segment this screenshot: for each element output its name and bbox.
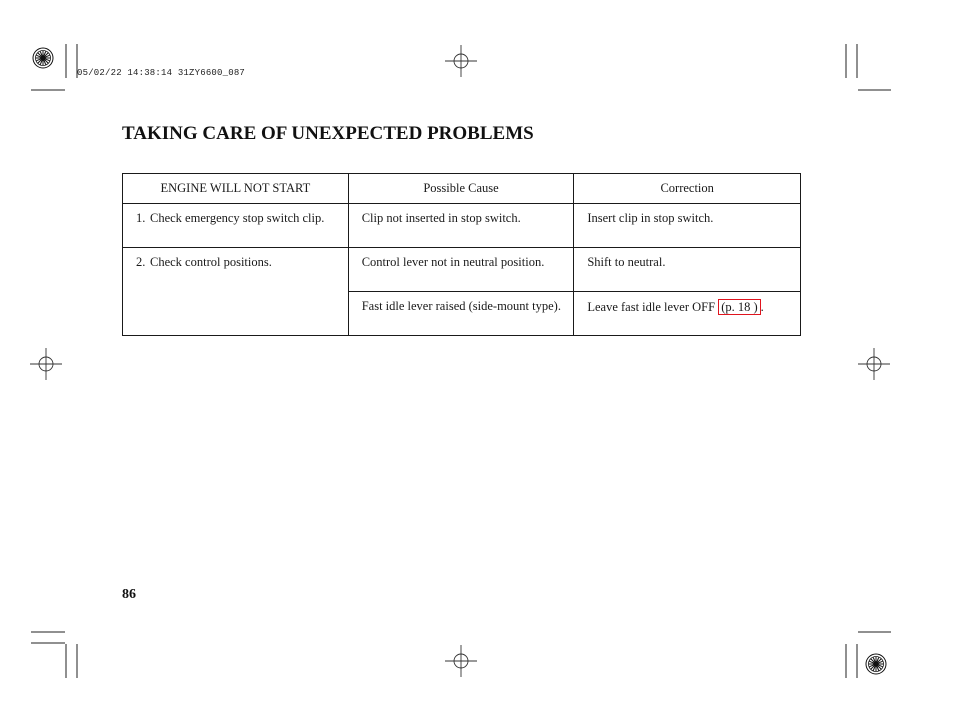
column-header-correction: Correction bbox=[574, 174, 801, 204]
page-title: TAKING CARE OF UNEXPECTED PROBLEMS bbox=[122, 123, 534, 144]
correction-cell: Insert clip in stop switch. bbox=[574, 204, 801, 248]
correction-text: Leave fast idle lever OFF bbox=[587, 300, 716, 314]
table-header-row bbox=[123, 174, 801, 204]
check-number: 2. bbox=[136, 255, 146, 269]
table-row bbox=[123, 204, 801, 248]
check-text: Check control positions. bbox=[150, 255, 272, 269]
correction-cell: Shift to neutral. bbox=[574, 248, 801, 292]
column-header-symptom: ENGINE WILL NOT START bbox=[123, 174, 349, 204]
cause-cell: Fast idle lever raised (side-mount type). bbox=[348, 292, 574, 336]
correction-period: . bbox=[760, 300, 764, 314]
cause-cell: Control lever not in neutral position. bbox=[348, 248, 574, 292]
crosshair-icon bbox=[858, 348, 890, 380]
page-number: 86 bbox=[122, 587, 136, 602]
correction-cell bbox=[574, 292, 801, 336]
troubleshooting-table bbox=[122, 173, 801, 336]
registration-target-icon bbox=[866, 654, 886, 674]
check-number: 1. bbox=[136, 211, 146, 225]
check-text: Check emergency stop switch clip. bbox=[150, 211, 325, 225]
registration-target-icon bbox=[33, 48, 53, 68]
crosshair-icon bbox=[445, 645, 477, 677]
check-cell bbox=[123, 248, 349, 336]
check-cell bbox=[123, 204, 349, 248]
print-timestamp: 05/02/22 14:38:14 31ZY6600_087 bbox=[77, 68, 246, 78]
page-reference-link[interactable]: (p. 18 ) bbox=[718, 299, 760, 315]
table-row bbox=[123, 248, 801, 292]
column-header-cause: Possible Cause bbox=[348, 174, 574, 204]
cause-cell: Clip not inserted in stop switch. bbox=[348, 204, 574, 248]
crosshair-icon bbox=[445, 45, 477, 77]
crosshair-icon bbox=[30, 348, 62, 380]
